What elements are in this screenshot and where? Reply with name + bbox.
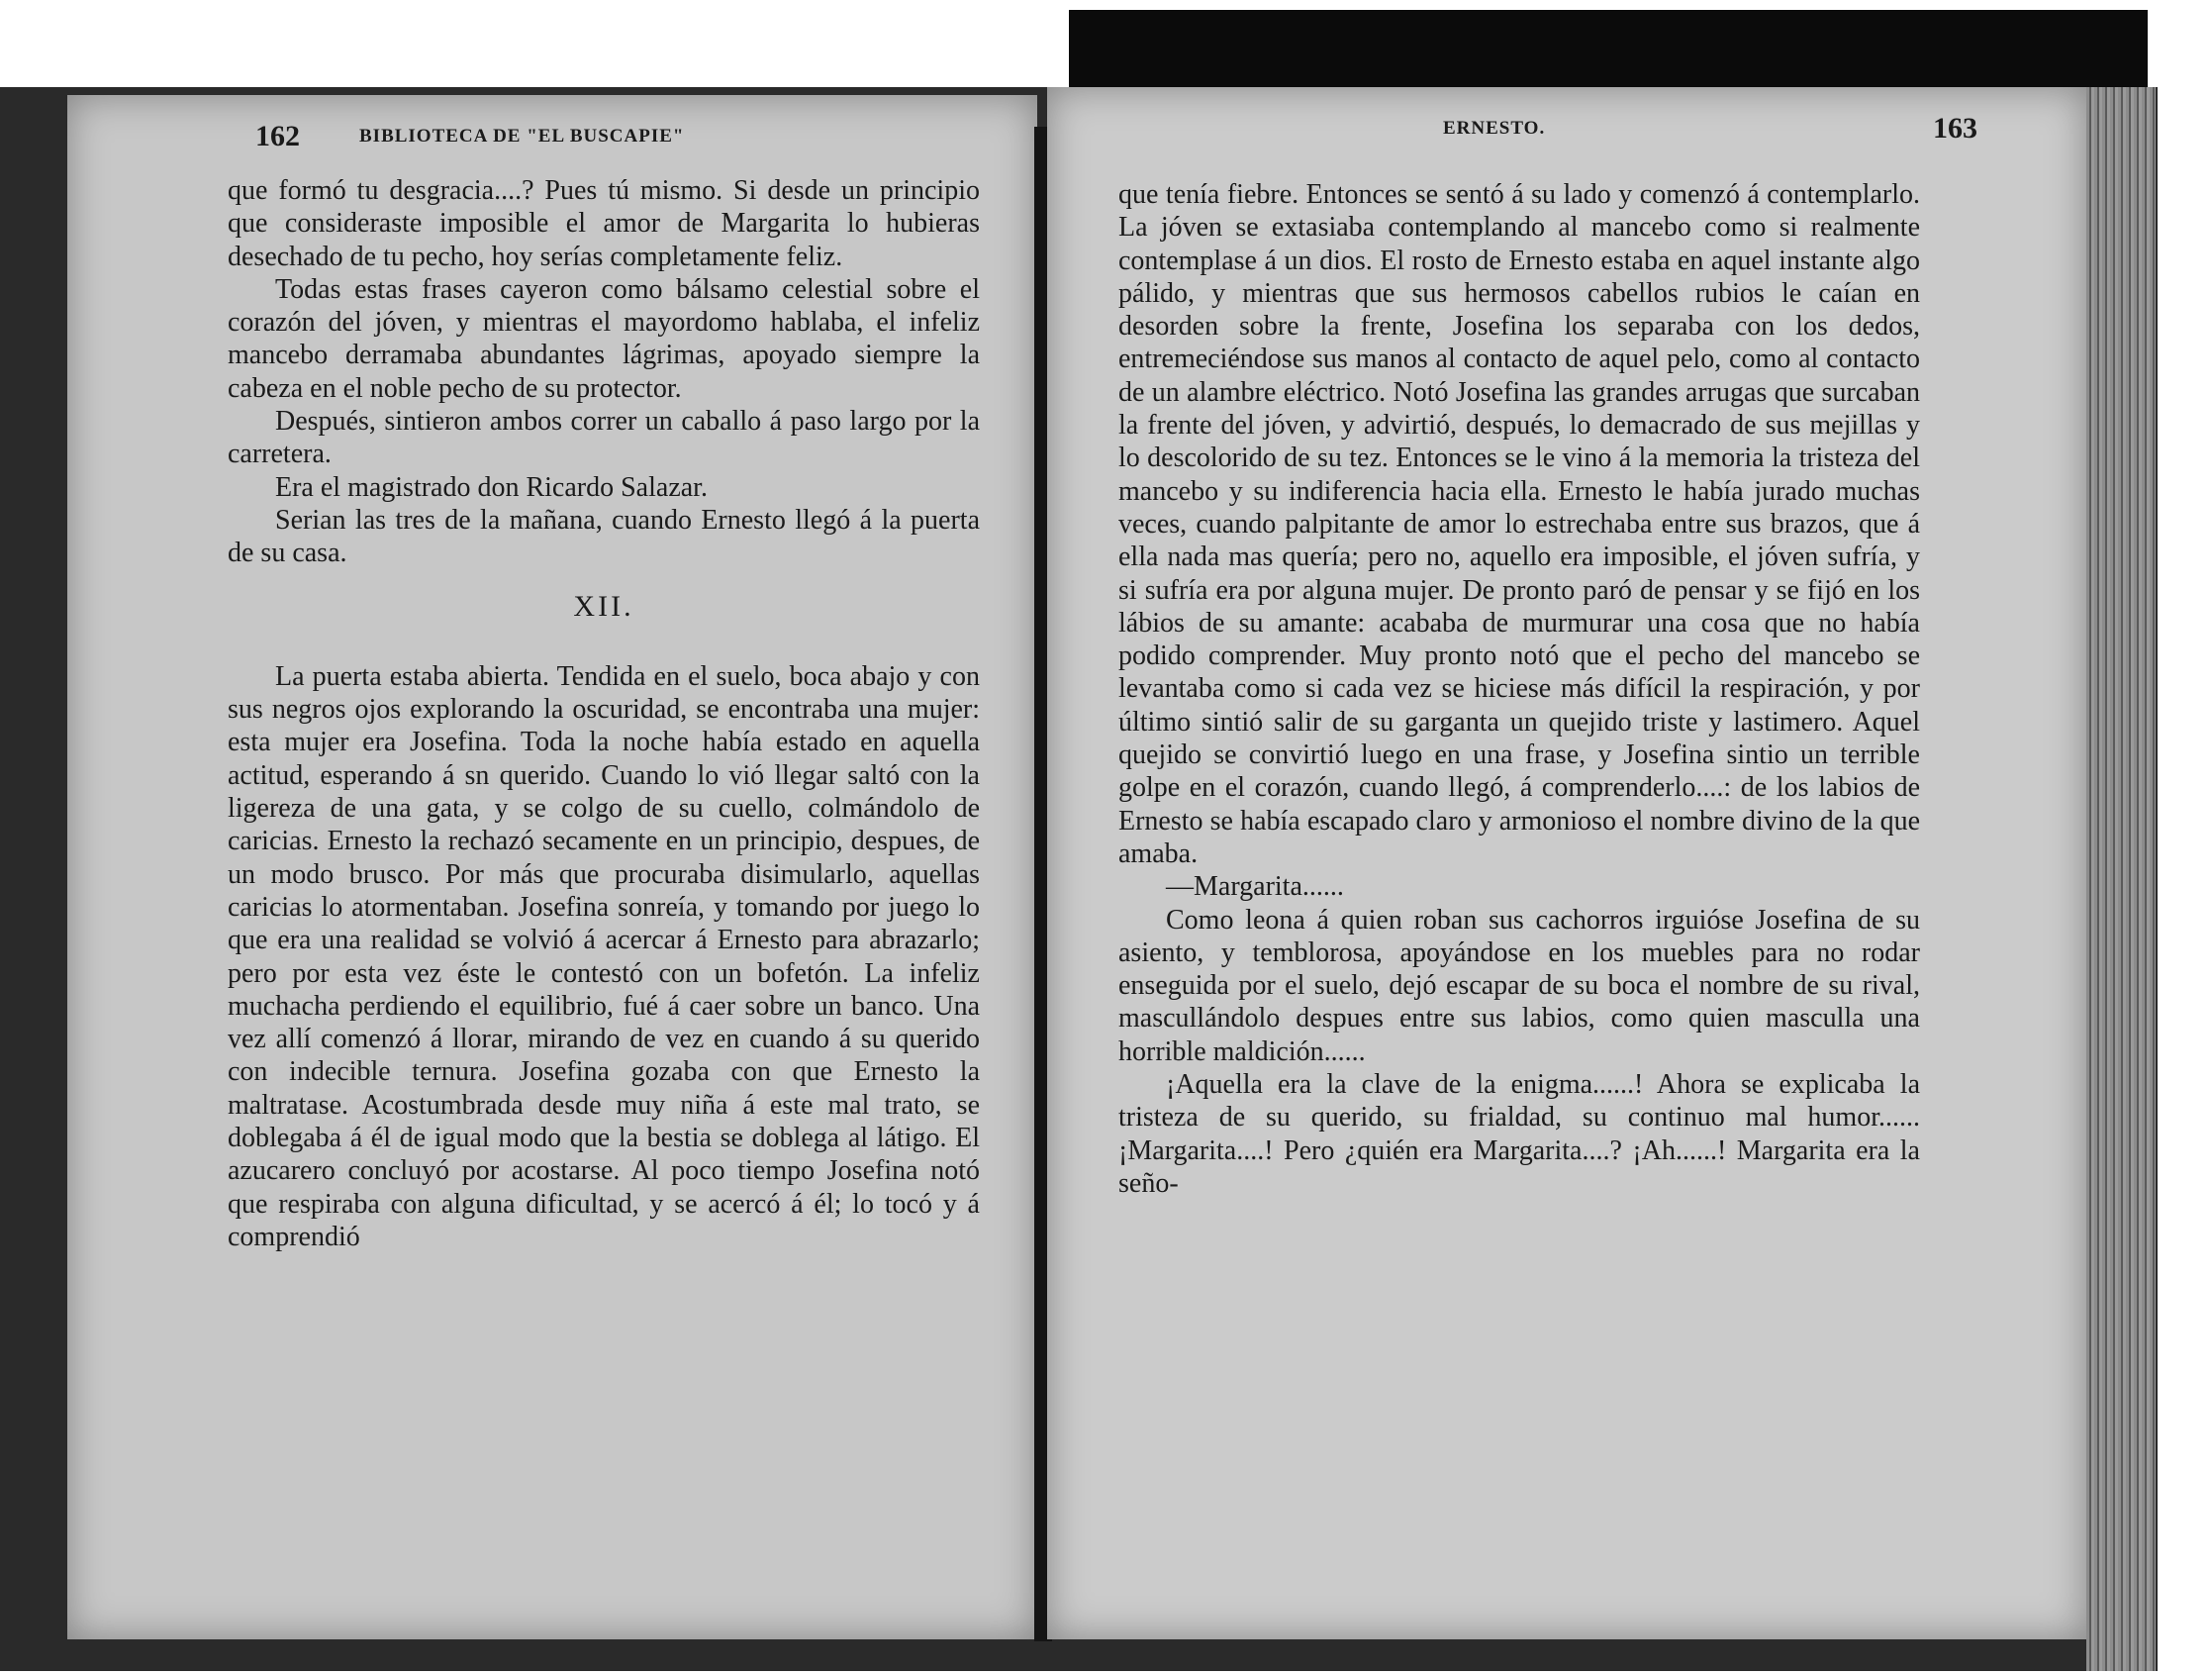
left-running-head <box>255 117 928 156</box>
paragraph: que tenía fiebre. Entonces se sentó á su lado y comenzó á contemplarlo. La jóven se extasiaba contemplando al mancebo como si realmente contemplase á un dios. El rosto de Ernesto estaba en aquel instante algo pálido, y mientras que sus hermosos cabellos rubios le caían en desorden sobre la frente, Josefina los separaba con los dedos, entremeciéndose sus manos al contacto de aquel pelo, como al contacto de un alambre eléctrico. Notó Josefina las grandes arrugas que surcaban la frente del jóven, y advirtió, después, lo demacrado de sus mejillas y lo descolorido de su tez. Entonces se le vino á la memoria la tristeza del mancebo y su indiferencia hacia ella. Ernesto le había jurado muchas veces, cuando palpitante de amor lo estrechaba entre sus brazos, que á ella nada mas quería; pero no, aquello era imposible, el jóven sufría, y si sufría era por alguna mujer. De pronto paró de pensar y se fijó en los lábios de su amante: acababa de murmurar una cosa que no había podido comprender. Muy pronto notó que el pecho del mancebo se levantaba como si cada vez se hiciese más difícil la respiración, y por último sintió salir de su garganta un quejido triste y lastimero. Aquel quejido se convirtió luego en una frase, y Josefina sintio un terrible golpe en el corazón, cuando llegó, á comprenderlo....: de los labios de Ernesto se había escapado claro y armonioso el nombre divino de la que amaba. <box>1118 179 1920 869</box>
left-page <box>67 95 1037 1639</box>
paragraph: Después, sintieron ambos correr un caballo á paso largo por la carretera. <box>228 406 980 470</box>
right-page <box>1047 87 2086 1639</box>
chapter-heading: XII. <box>573 589 634 623</box>
paragraph: Todas estas frases cayeron como bálsamo celestial sobre el corazón del jóven, y mientras el mayordomo hablaba, el infeliz mancebo derramaba abundantes lágrimas, apoyado siempre la cabeza en el noble pecho de su protector. <box>228 273 980 404</box>
right-running-title: ERNESTO. <box>1443 118 1546 139</box>
paragraph: ¡Aquella era la clave de la enigma......! Ahora se explicaba la tristeza de su querido, su frialdad, su continuo mal humor...... ¡Margarita....! Pero ¿quién era Margarita....? ¡Ah......! Margarita era la seño- <box>1118 1069 1920 1199</box>
scan-margin-top-left <box>0 0 1069 91</box>
right-page-text <box>1118 178 1920 1200</box>
paragraph: Como leona á quien roban sus cachorros irguióse Josefina de su asiento, y temblorosa, apoyándose en los muebles para no rodar enseguida por el suelo, dejó escapar de su boca el nombre de su rival, mascullándolo despues entre sus labios, como quien masculla una horrible maldición...... <box>1118 904 1920 1067</box>
left-page-text <box>228 174 980 1253</box>
paragraph: —Margarita...... <box>1166 871 1344 903</box>
paragraph: La puerta estaba abierta. Tendida en el suelo, boca abajo y con sus negros ojos explorando la oscuridad, se encontraba una mujer: esta mujer era Josefina. Toda la noche había estado en aquella actitud, esperando á sn querido. Cuando lo vió llegar saltó con la ligereza de una gata, y se colgo de su cuello, colmándolo de caricias. Ernesto la rechazó secamente en un principio, despues, de un modo brusco. Por más que procuraba disimularlo, aquellas caricias lo atormentaban. Josefina sonreía, y tomando por juego lo que era una realidad se volvió á acercar á Ernesto para abrazarlo; pero por esta vez éste le contestó con un bofetón. La infeliz muchacha perdiendo el equilibrio, fué á caer sobre un banco. Una vez allí comenzó á llorar, mirando de vez en cuando á su querido con indecible ternura. Josefina gozaba con que Ernesto la maltratase. Acostumbrada desde muy niña á este mal trato, se doblegaba á él de igual modo que la bestia se doblega al látigo. El azucarero concluyó por acostarse. Al poco tiempo Josefina notó que respiraba con alguna dificultad, y se acercó á él; lo tocó y á comprendió <box>228 660 980 1252</box>
left-page-number: 162 <box>255 120 300 152</box>
page-edges <box>2086 87 2156 1671</box>
left-running-title: BIBLIOTECA DE "EL BUSCAPIE" <box>359 126 685 147</box>
right-page-number: 163 <box>1933 112 1977 145</box>
paragraph: Era el magistrado don Ricardo Salazar. <box>275 471 708 503</box>
scan-margin-top-right <box>1029 0 2158 10</box>
paragraph: Serian las tres de la mañana, cuando Ernesto llegó á la puerta de su casa. <box>228 504 980 569</box>
paragraph: que formó tu desgracia....? Pues tú mismo. Si desde un principio que consideraste imposible el amor de Margarita lo hubieras desechado de tu pecho, hoy serías completamente feliz. <box>228 175 980 272</box>
right-running-head <box>1265 109 1977 148</box>
open-book <box>0 87 2158 1671</box>
